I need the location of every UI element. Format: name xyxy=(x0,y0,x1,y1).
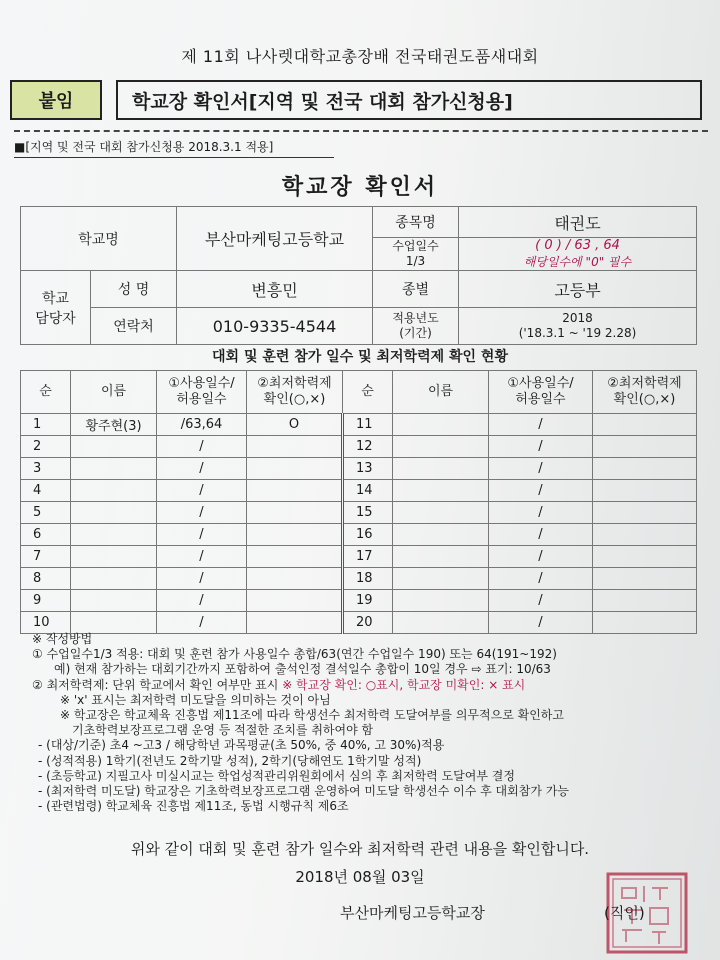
manager-label: 학교 담당자 xyxy=(21,271,91,345)
row-name xyxy=(393,502,489,524)
note-4b: 기초학력보장프로그램 운영 등 적절한 조치를 취하여야 함 xyxy=(72,723,374,738)
row-name xyxy=(393,436,489,458)
row-days: / xyxy=(489,590,593,612)
school-label: 학교명 xyxy=(21,207,177,271)
row-check xyxy=(247,502,343,524)
header-title: 학교장 확인서[지역 및 전국 대회 참가신청용] xyxy=(116,80,702,120)
header-name: 이름 xyxy=(393,371,489,414)
row-name xyxy=(71,458,157,480)
table-row xyxy=(21,524,697,546)
row-name xyxy=(393,414,489,436)
row-no: 10 xyxy=(21,612,71,634)
row-no: 9 xyxy=(21,590,71,612)
row-name xyxy=(71,568,157,590)
row-name xyxy=(393,480,489,502)
table-row xyxy=(21,502,697,524)
row-days: / xyxy=(157,612,247,634)
contact-label: 연락처 xyxy=(91,308,177,345)
class-days-hint: 해당일수에 "0" 필수 xyxy=(523,255,632,269)
row-name xyxy=(393,524,489,546)
participation-table xyxy=(20,370,697,634)
header-min-academic: ②최저학력제 확인(○,×) xyxy=(593,371,697,414)
row-no: 7 xyxy=(21,546,71,568)
row-no: 17 xyxy=(343,546,393,568)
row-days: / xyxy=(157,502,247,524)
bullet-5: - (관련법령) 학교체육 진흥법 제11조, 동법 시행규칙 제6조 xyxy=(38,799,349,814)
section-title: 대회 및 훈련 참가 일수 및 최저학력제 확인 현황 xyxy=(212,349,508,365)
row-name xyxy=(393,590,489,612)
document-title: 학교장 확인서 xyxy=(281,175,439,200)
row-no: 3 xyxy=(21,458,71,480)
row-name xyxy=(393,458,489,480)
table-row xyxy=(21,612,697,634)
row-check xyxy=(593,546,697,568)
note-1b: 예) 현재 참가하는 대회기간까지 포함하여 출석인정 결석일수 총합이 10일 경우 ⇨ 표기: 10/63 xyxy=(54,662,551,677)
class-days-value: ( 0 ) / 63 , 64 xyxy=(535,238,620,253)
header-seq: 순 xyxy=(21,371,71,414)
row-check xyxy=(593,524,697,546)
row-check xyxy=(593,502,697,524)
header-days: ①사용일수/ 허용일수 xyxy=(157,371,247,414)
bullet-2: - (성적적용) 1학기(전년도 2학기말 성적), 2학기(당해연도 1학기말 성적) xyxy=(38,753,422,768)
row-name xyxy=(71,524,157,546)
row-days: / xyxy=(489,436,593,458)
row-name xyxy=(71,480,157,502)
row-name xyxy=(71,546,157,568)
bullet-4: - (최저학력 미도달) 학교장은 기초학력보장프로그램 운영하여 미도달 학생선수 이수 후 대회참가 가능 xyxy=(38,784,569,799)
class-days-cell xyxy=(459,238,697,271)
name-value: 변흥민 xyxy=(177,271,373,308)
school-value: 부산마케팅고등학교 xyxy=(177,207,373,271)
row-check xyxy=(593,612,697,634)
table-row xyxy=(21,568,697,590)
row-check xyxy=(593,436,697,458)
row-check xyxy=(247,590,343,612)
row-days: /63,64 xyxy=(157,414,247,436)
notes-heading: ※ 작성방법 xyxy=(32,632,93,646)
row-name: 황주현(3) xyxy=(71,414,157,436)
row-days: / xyxy=(489,546,593,568)
row-no: 18 xyxy=(343,568,393,590)
row-check: O xyxy=(247,414,343,436)
event-value: 태권도 xyxy=(459,207,697,238)
table-row xyxy=(21,436,697,458)
row-check xyxy=(247,612,343,634)
table-row xyxy=(21,590,697,612)
row-no: 5 xyxy=(21,502,71,524)
row-check xyxy=(593,480,697,502)
name-label: 성 명 xyxy=(91,271,177,308)
row-days: / xyxy=(489,524,593,546)
bullet-3: - (초등학교) 지필고사 미실시교는 학업성적관리위원회에서 심의 후 최저학력 도달여부 결정 xyxy=(38,768,515,783)
row-days: / xyxy=(489,480,593,502)
event-label: 종목명 xyxy=(373,207,459,238)
row-check xyxy=(593,590,697,612)
row-no: 20 xyxy=(343,612,393,634)
row-name xyxy=(393,612,489,634)
row-no: 4 xyxy=(21,480,71,502)
seal-label: (직인) xyxy=(604,904,645,922)
row-days: / xyxy=(489,414,593,436)
row-check xyxy=(593,414,697,436)
row-days: / xyxy=(157,590,247,612)
row-no: 2 xyxy=(21,436,71,458)
dashed-divider xyxy=(14,130,708,132)
row-check xyxy=(247,480,343,502)
header-days: ①사용일수/ 허용일수 xyxy=(489,371,593,414)
note-1a: ① 수업일수1/3 적용: 대회 및 훈련 참가 사용일수 총합/63(연간 수업일수 190) 또는 64(191~192) xyxy=(32,647,557,662)
row-no: 14 xyxy=(343,480,393,502)
row-no: 1 xyxy=(21,414,71,436)
attachment-badge: 붙임 xyxy=(10,80,102,120)
note-4a: ※ 학교장은 학교체육 진흥법 제11조에 따라 학생선수 최저학력 도달여부를 의무적으로 확인하고 xyxy=(60,708,564,723)
row-name xyxy=(71,502,157,524)
row-days: / xyxy=(157,524,247,546)
row-days: / xyxy=(157,568,247,590)
row-no: 11 xyxy=(343,414,393,436)
header-name: 이름 xyxy=(71,371,157,414)
row-name xyxy=(393,568,489,590)
table-row xyxy=(21,546,697,568)
row-days: / xyxy=(157,458,247,480)
table-row xyxy=(21,480,697,502)
row-name xyxy=(71,590,157,612)
row-check xyxy=(247,458,343,480)
bullet-1: - (대상/기준) 초4 ~고3 / 해당학년 과목평균(초 50%, 중 40%, 고 30%)적용 xyxy=(38,738,445,753)
row-name xyxy=(393,546,489,568)
class-days-label: 수업일수 1/3 xyxy=(373,238,459,271)
row-days: / xyxy=(157,436,247,458)
header-min-academic: ②최저학력제 확인(○,×) xyxy=(247,371,343,414)
row-days: / xyxy=(489,568,593,590)
form-subtitle: ■[지역 및 전국 대회 참가신청용 2018.3.1 적용] xyxy=(14,138,334,158)
row-check xyxy=(247,436,343,458)
row-check xyxy=(247,568,343,590)
division-value: 고등부 xyxy=(459,271,697,308)
row-no: 19 xyxy=(343,590,393,612)
division-label: 종별 xyxy=(373,271,459,308)
issue-date: 2018년 08월 03일 xyxy=(295,868,425,886)
row-check xyxy=(593,458,697,480)
row-no: 6 xyxy=(21,524,71,546)
info-table xyxy=(20,206,697,345)
row-check xyxy=(247,524,343,546)
row-no: 16 xyxy=(343,524,393,546)
note-3: ※ 'x' 표시는 최저학력 미도달을 의미하는 것이 아님 xyxy=(60,692,331,707)
table-row xyxy=(21,458,697,480)
row-no: 13 xyxy=(343,458,393,480)
row-days: / xyxy=(489,502,593,524)
note-2: ② 최저학력제: 단위 학교에서 확인 여부만 표시 ※ 학교장 확인: ○표시, 학교장 미확인: × 표시 xyxy=(32,677,526,692)
row-days: / xyxy=(157,546,247,568)
instructions xyxy=(32,632,702,814)
table-row xyxy=(21,414,697,436)
row-no: 12 xyxy=(343,436,393,458)
header-seq: 순 xyxy=(343,371,393,414)
row-days: / xyxy=(489,458,593,480)
table-header-row xyxy=(21,371,697,414)
row-check xyxy=(247,546,343,568)
principal-name: 부산마케팅고등학교장 xyxy=(340,904,485,922)
confirmation-text: 위와 같이 대회 및 훈련 참가 일수와 최저학력 관련 내용을 확인합니다. xyxy=(130,840,590,858)
year-label: 적용년도 (기간) xyxy=(373,308,459,345)
contact-value: 010-9335-4544 xyxy=(177,308,373,345)
row-no: 8 xyxy=(21,568,71,590)
row-days: / xyxy=(489,612,593,634)
row-no: 15 xyxy=(343,502,393,524)
row-name xyxy=(71,612,157,634)
contest-title: 제 11회 나사렛대학교총장배 전국태권도품새대회 xyxy=(181,47,539,66)
row-name xyxy=(71,436,157,458)
row-days: / xyxy=(157,480,247,502)
year-value: 2018 ('18.3.1 ~ '19 2.28) xyxy=(459,308,697,345)
row-check xyxy=(593,568,697,590)
